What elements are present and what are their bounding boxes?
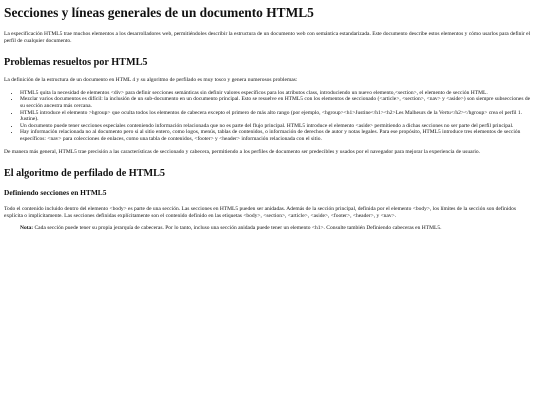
sections-body-paragraph: Todo el contenido incluido dentro del elemento <body> es parte de una sección. Las secciones en HTML5 pueden ser anidadas. Además de la sección principal, definida por el elemento <body>, los límites de la sección son definidos explícita o implícitamente. Las secciones definidas explícitamente son el contenido definido en las etiquetas <body>, <section>, <article>, <aside>, <footer>, <header>, y <nav>. xyxy=(4,206,517,219)
list-item: • Un documento puede tener secciones especiales conteniendo información relacionada que no es parte del flujo principal. HTML5 introduce el elemento <aside> permitiendo a dichas secciones no ser parte del perfil principal. xyxy=(20,123,536,130)
section-heading-algorithm: El algoritmo de perfilado de HTML5 xyxy=(4,168,166,180)
section-heading-problems: Problemas resueltos por HTML5 xyxy=(4,57,148,69)
closing-paragraph: De manera más general, HTML5 trae precisión a las características de seccionado y cabecera, permitiendo a los perfiles de documento ser predecibles y usados por el navegador para mejorar la experiencia de usuario. xyxy=(4,148,480,155)
list-item: • HTML5 quita la necesidad de elementos <div> para definir secciones semánticas sin definir valores específicos para los atributos class, introduciendo un nuevo elemento,<section>, el elemento de sección HTML. xyxy=(20,90,536,97)
subsection-heading: Definiendo secciones en HTML5 xyxy=(4,188,107,198)
list-item: • Hay información relacionada no al documento pero si al sitio entero, como logos, menús, tablas de contenidos, o información de derechos de autor y notas legales. Para ese propósito, HTML5 introduce tres elementos de sección específicos: <nav> para colecciones de enlaces, como una tabla de contenidos, <footer> y <header> información relacionada con el sitio. xyxy=(20,129,536,142)
page-title: Secciones y líneas generales de un documento HTML5 xyxy=(4,5,314,20)
intro-paragraph: La especificación HTML5 trae muchos elementos a los desarrolladores web, permitiéndoles describir la estructura de un documento web con semántica estandarizada. Este documento describe estos elementos y cómo usarlos para definir el perfil de cualquier documento. xyxy=(4,31,531,44)
section-lead-paragraph: La definición de la estructura de un documento en HTML 4 y su algoritmo de perfilado es muy tosco y genera numerosos problemas: xyxy=(4,77,298,84)
note-label: Nota: xyxy=(20,225,34,232)
note-paragraph xyxy=(20,225,536,232)
list-item: • HTML5 introduce el elemento >hgroup> que oculta todos los elementos de cabecera excepto el primero de más alto rango (por ejemplo, <hgroup><h1>Justine</h1><h2>Les Malheurs de la Vertu</h2></hgroup> crea el perfil 1. Justine). xyxy=(20,110,536,123)
list-item: • Mezclar varios documentos es difícil: la inclusión de un sub-documento en un documento principal. Esto se resuelve en HTML5 con los elementos de seccionado (<article>, <section>, <nav> y <aside>) son siempre subsecciones de su sección ancestra más cercana. xyxy=(20,96,536,109)
note-text: Cada sección puede tener su propia jerarquía de cabeceras. Por lo tanto, incluso una sección anidada puede tener un elemento <h1>. Consulte también Definiendo cabeceras en HTML5. xyxy=(33,225,442,232)
problems-list xyxy=(4,90,536,143)
